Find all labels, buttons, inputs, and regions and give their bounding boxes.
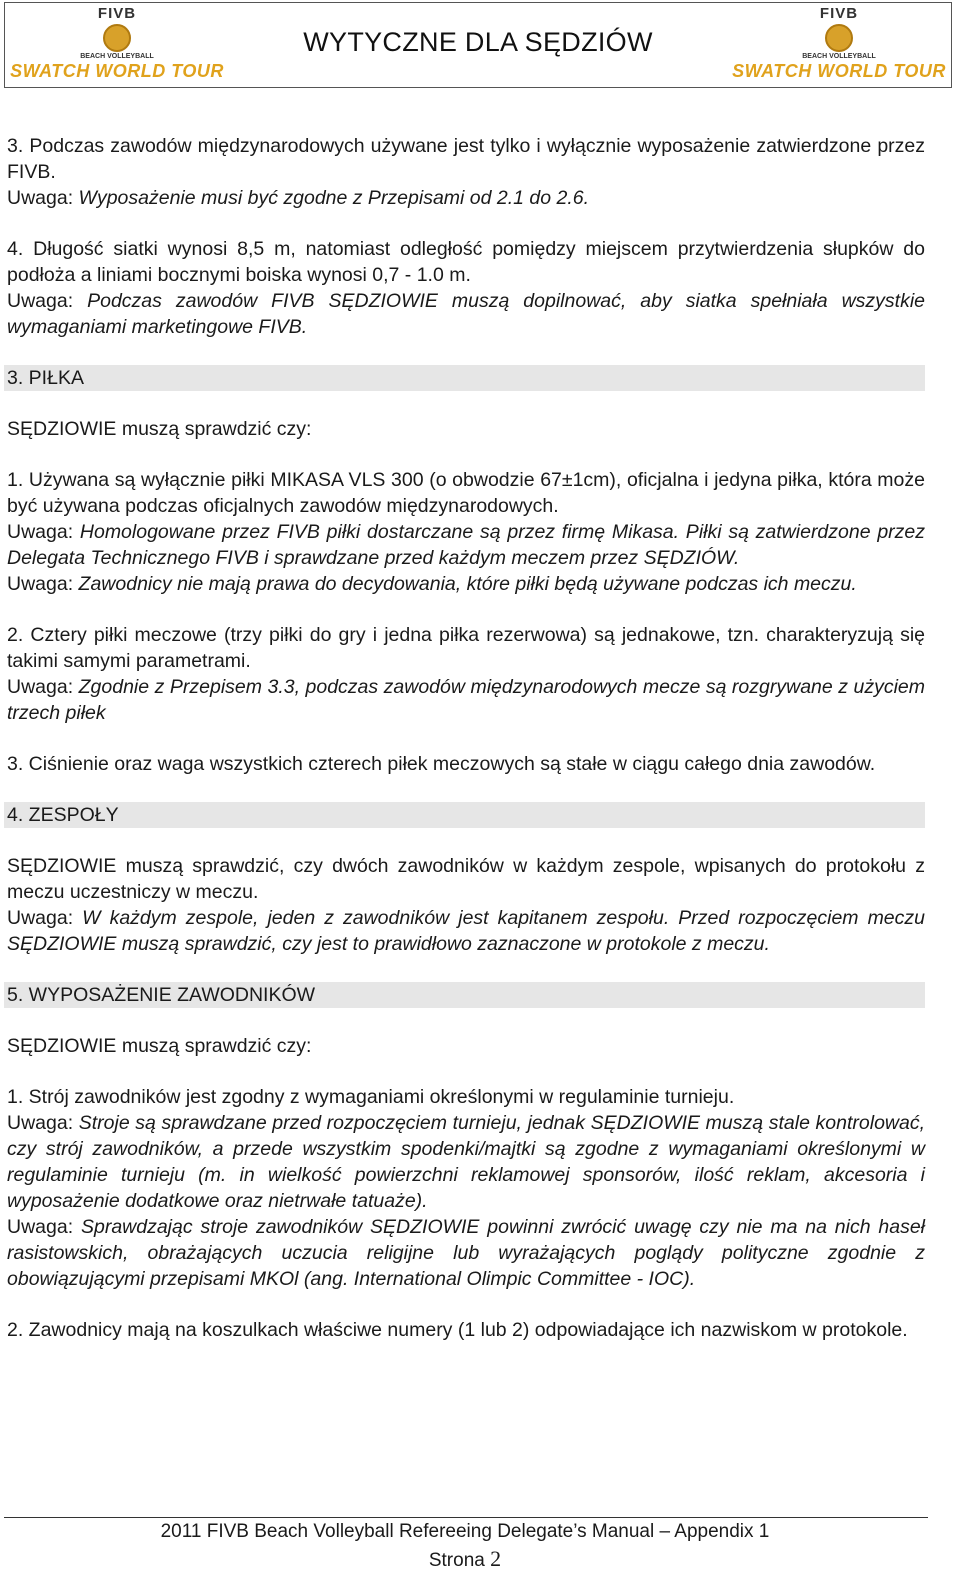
note-label: Uwaga: [7,521,74,543]
note-text: Stroje są sprawdzane przed rozpoczęciem turnieju, jednak SĘDZIOWIE muszą stale kontrolować, czy strój zawodników, a przede wszystkim spodenki/majtki są zgodne z wymaganiami określonymi w regulaminie turnieju (m. in wielkość powierzchni reklamowej sponsorów, ilość reklam, akcesoria i wyposażenie dodatkowe oraz nietrwałe tatuaże). [7,1112,926,1212]
note-text: W każdym zespole, jeden z zawodników jest kapitanem zespołu. Przed rozpoczęciem meczu SĘDZIOWIE muszą sprawdzić, czy jest to prawidłowo zaznaczone w protokole z meczu. [7,907,925,955]
note-label: Uwaga: [7,1216,74,1238]
page-title: WYTYCZNE DLA SĘDZIÓW [303,27,653,57]
note-text: Zgodnie z Przepisem 3.3, podczas zawodów międzynarodowych mecze są rozgrywane z użyciem trzech piłek [7,676,926,724]
section-3-p2-note [7,674,925,726]
item-4-note [7,288,925,340]
section-3-p2: 2. Cztery piłki meczowe (trzy piłki do gry i jedna piłka rezerwowa) są jednakowe, tzn. charakteryzują się takimi samymi parametrami. [7,624,925,672]
section-5-p2: 2. Zawodnicy mają na koszulkach właściwe numery (1 lub 2) odpowiadające ich nazwiskom w protokole. [7,1319,908,1341]
note-label: Uwaga: [7,907,74,929]
section-3-p1: 1. Używana są wyłącznie piłki MIKASA VLS 300 (o obwodzie 67±1cm), oficjalna i jedyna piłka, która może być używana podczas oficjalnych zawodów międzynarodowych. [7,469,925,517]
note-label: Uwaga: [7,573,74,595]
note-text: Podczas zawodów FIVB SĘDZIOWIE muszą dopilnować, aby siatka spełniała wszystkie wymaganiami marketingowe FIVB. [7,290,925,338]
page-number: 2 [490,1546,502,1571]
note-text: Wyposażenie musi być zgodne z Przepisami od 2.1 do 2.6. [78,187,590,209]
note-text: Zawodnicy nie mają prawa do decydowania, które piłki będą używane podczas ich meczu. [78,573,857,595]
item-4: 4. Długość siatki wynosi 8,5 m, natomiast odległość pomiędzy miejscem przytwierdzenia słupków do podłoża a liniami bocznymi boiska wynosi 0,7 - 1.0 m. [7,238,925,286]
item-3-note [7,185,925,211]
section-3-p1-note1 [7,519,925,571]
section-5-p1: 1. Strój zawodników jest zgodny z wymaganiami określonymi w regulaminie turnieju. [7,1086,735,1108]
page-label: Strona [428,1550,485,1571]
section-heading-teams: 4. ZESPOŁY [4,802,925,828]
note-label: Uwaga: [7,676,74,698]
note-label: Uwaga: [7,1112,74,1134]
page-header [4,2,952,88]
section-3-p3: 3. Ciśnienie oraz waga wszystkich czterech piłek meczowych są stałe w ciągu całego dnia zawodów. [7,753,876,775]
note-text: Sprawdzając stroje zawodników SĘDZIOWIE powinni zwrócić uwagę czy nie ma na nich haseł rasistowskich, obrażających uczucia religijne lub wyrażających poglądy polityczne zgodnie z obowiązującymi przepisami MKOl (ang. International Olimpic Committee - IOC). [7,1216,925,1290]
logo-tour-text: SWATCH WORLD TOUR [10,61,224,81]
section-4-note [7,905,925,957]
logo-sub-text: BEACH VOLLEYBALL [80,53,154,60]
note-label: Uwaga: [7,290,74,312]
section-5-intro: SĘDZIOWIE muszą sprawdzić czy: [7,1035,312,1057]
logo-tour-text: SWATCH WORLD TOUR [732,61,946,81]
footer-divider [4,1517,928,1518]
fivb-logo-left [9,6,225,84]
logo-sub-text: BEACH VOLLEYBALL [802,53,876,60]
item-3: 3. Podczas zawodów międzynarodowych używane jest tylko i wyłącznie wyposażenie zatwierdzone przez FIVB. [7,135,925,183]
footer-page [0,1546,930,1572]
section-5-note2 [7,1214,925,1292]
section-5-note1 [7,1110,925,1214]
section-3-intro: SĘDZIOWIE muszą sprawdzić czy: [7,418,312,440]
section-heading-equipment: 5. WYPOSAŻENIE ZAWODNIKÓW [4,982,925,1008]
document-body [7,133,925,1343]
note-label: Uwaga: [7,187,74,209]
note-text: Homologowane przez FIVB piłki dostarczane są przez firmę Mikasa. Piłki są zatwierdzone przez Delegata Technicznego FIVB i sprawdzane przed każdym meczem przez SĘDZIÓW. [7,521,925,569]
section-3-p1-note2 [7,571,925,597]
logo-fivb-text: FIVB [819,5,859,22]
volleyball-icon [825,24,853,52]
section-heading-ball: 3. PIŁKA [4,365,925,391]
logo-fivb-text: FIVB [97,5,137,22]
volleyball-icon [103,24,131,52]
fivb-logo-right [731,6,947,84]
section-4-p1: SĘDZIOWIE muszą sprawdzić, czy dwóch zawodników w każdym zespole, wpisanych do protokołu z meczu uczestniczy w meczu. [7,855,925,903]
footer-manual-title: 2011 FIVB Beach Volleyball Refereeing Delegate’s Manual – Appendix 1 [160,1521,770,1542]
